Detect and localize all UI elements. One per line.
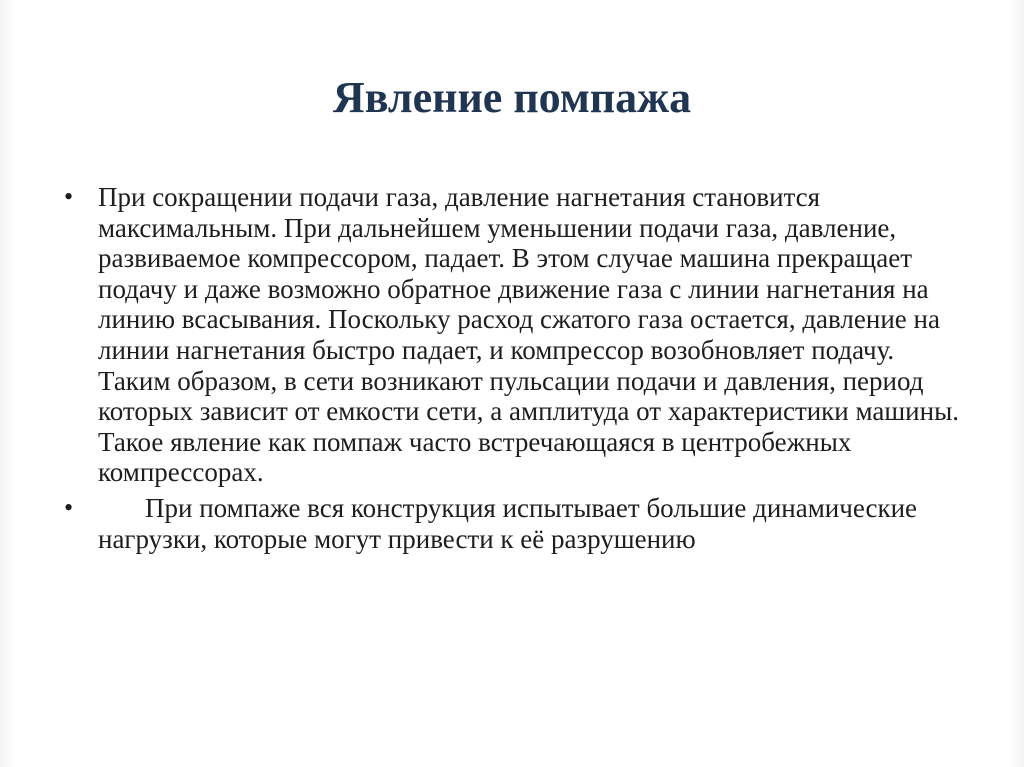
bullet-item-1 [64, 182, 964, 488]
bullet-marker: • [64, 492, 74, 522]
bullet-list [64, 182, 964, 559]
bullet-item-2 [64, 493, 964, 554]
slide-title: Явление помпажа [332, 73, 692, 122]
bullet-marker: • [64, 182, 74, 211]
bullet-text: При сокращении подачи газа, давление нагнетания становится максимальным. При дальнейшем уменьшении подачи газа, давление, развиваемое компрессором, падает. В этом случае машина прекращает подачу и даже возможно обратное движение газа с линии нагнетания на линию всасывания. Поскольку расход сжатого газа остается, давление на линии нагнетания быстро падает, и компрессор возобновляет подачу. Таким образом, в сети возникают пульсации подачи и давления, период которых зависит от емкости сети, а амплитуда от характеристики машины. Такое явление как помпаж часто встречающаяся в центробежных компрессорах. [98, 182, 959, 488]
bullet-text: При помпаже вся конструкция испытывает большие динамические нагрузки, которые могут привести к её разрушению [98, 492, 918, 554]
